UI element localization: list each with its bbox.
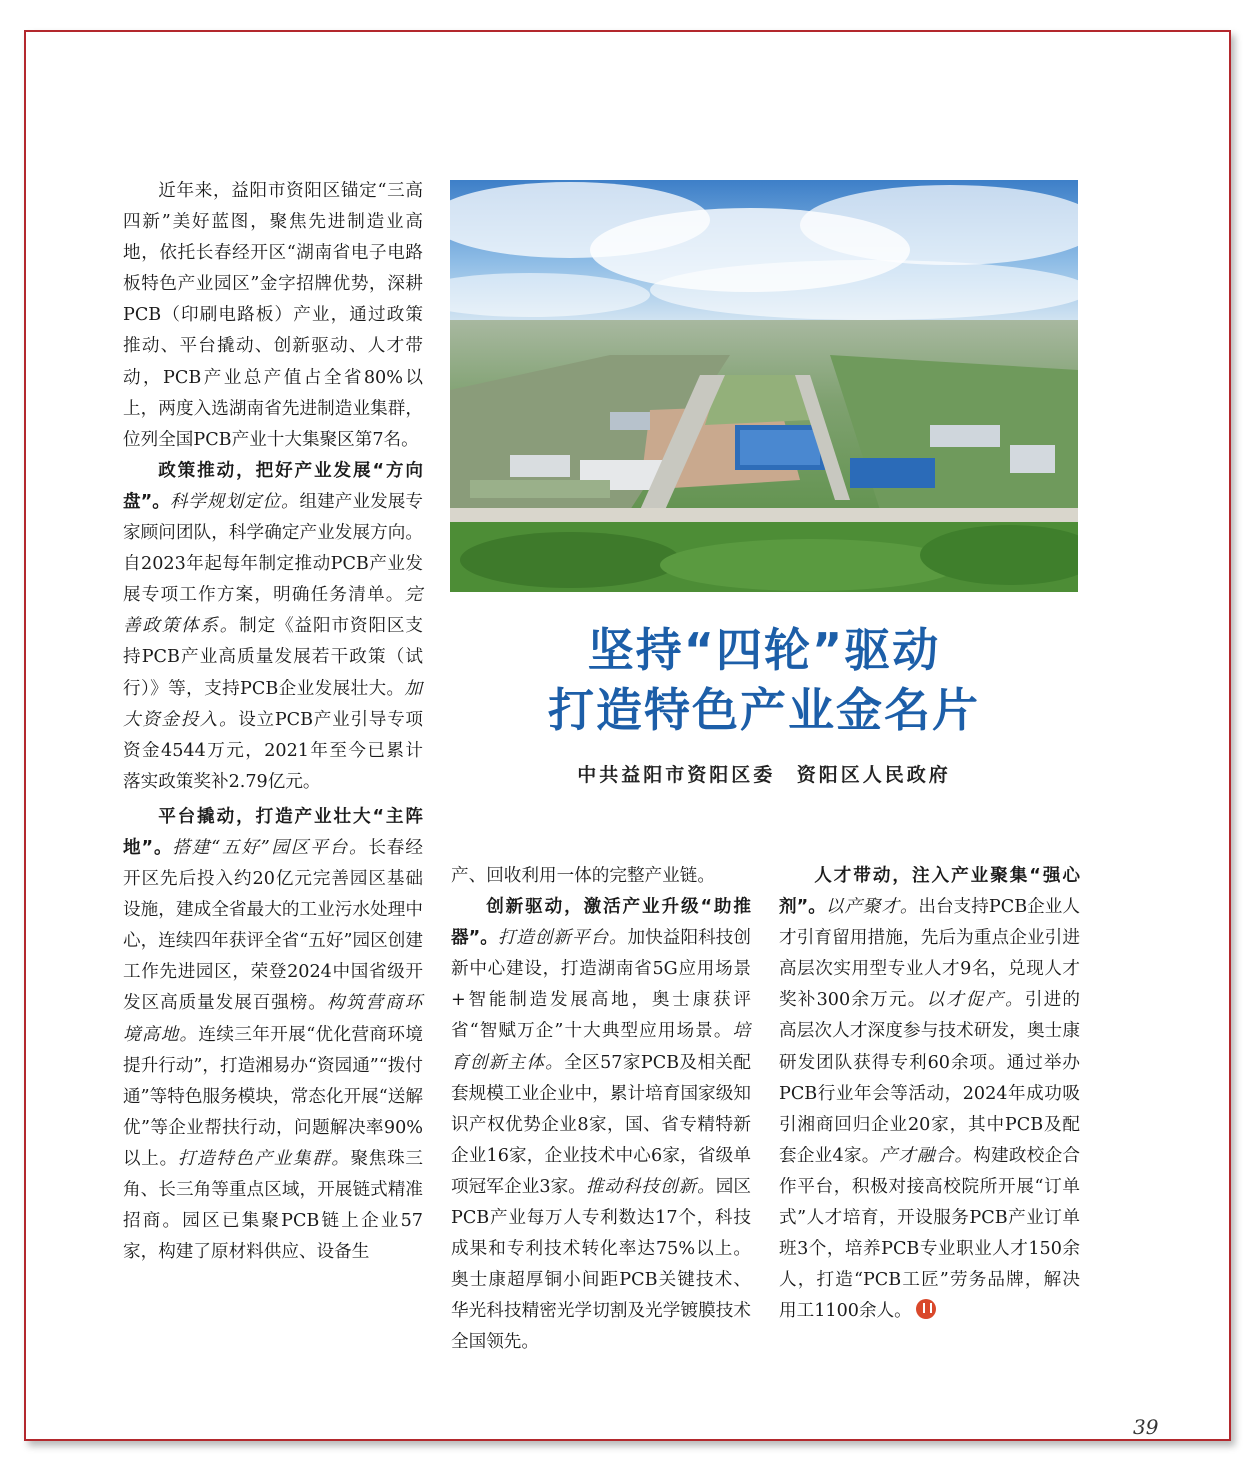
continued-text: 产、回收利用一体的完整产业链。 [451,866,715,886]
innovation-paragraph [451,892,751,1358]
platform-paragraph [123,802,423,1268]
policy-text-1: 组建产业发展专家顾问团队，科学确定产业发展方向。自2023年起每年制定推动PCB产业发展专项工作方案，明确任务清单。 [123,491,423,606]
article-column-1 [123,176,423,1268]
title-line-2: 打造特色产业金名片 [548,683,980,737]
title-line-1: 坚持“四轮”驱动 [587,623,941,677]
policy-heading: 政策推动，把好产业发展“方向盘”。 [123,460,423,512]
policy-subhead-2: 完善政策体系。 [123,585,423,637]
talent-subhead-1: 以产聚才。 [825,897,919,918]
talent-text-3: 构建政校企合作平台，积极对接高校院所开展“订单式”人才培育，开设服务PCB产业订单班3个，培养PCB专业职业人才150余人，打造“PCB工匠”劳务品牌，解决用工1100余人。 [779,1145,1080,1322]
platform-text-2: 连续三年开展“优化营商环境提升行动”，打造湘易办“资园通”“拨付通”等特色服务模块，常态化开展“送解优”等企业帮扶行动，问题解决率90%以上。 [123,1024,423,1169]
byline: 中共益阳市资阳区委 资阳区人民政府 [577,764,951,786]
innovation-text-2: 全区57家PCB及相关配套规模工业企业中，累计培育国家级知识产权优势企业8家，国、省专精特新企业16家，企业技术中心6家，省级单项冠军企业3家。 [451,1052,752,1197]
talent-text-1: 出台支持PCB企业人才引育留用措施，先后为重点企业引进高层次实用型专业人才9名，兑现人才奖补300余万元。 [779,897,1080,1011]
platform-text-3: 聚焦珠三角、长三角等重点区域，开展链式精准招商。园区已集聚PCB链上企业57家，构建了原材料供应、设备生 [123,1148,423,1263]
innovation-subhead-1: 打造创新平台。 [497,928,628,949]
platform-subhead-2: 构筑营商环境高地。 [123,993,423,1045]
article-column-2 [451,861,751,1359]
talent-paragraph [779,861,1080,1327]
policy-subhead-1: 科学规划定位。 [169,491,300,512]
policy-text-2: 制定《益阳市资阳区支持PCB产业高质量发展若干政策（试行）》等，支持PCB企业发展壮大。 [123,616,423,699]
platform-heading: 平台撬动，打造产业壮大“主阵地”。 [123,806,423,858]
innovation-text-3: 园区PCB产业每万人专利数达17个，科技成果和专利技术转化率达75%以上。奥士康超厚铜小间距PCB关键技术、华光科技精密光学切割及光学镀膜技术全国领先。 [451,1176,751,1353]
innovation-subhead-2: 培育创新主体。 [451,1021,751,1073]
policy-text-3: 设立PCB产业引导专项资金4544万元，2021年至今已累计落实政策奖补2.79亿元。 [123,709,423,792]
innovation-heading: 创新驱动，激活产业升级“助推器”。 [451,897,751,949]
innovation-subhead-3: 推动科技创新。 [585,1176,716,1197]
aerial-photo [450,180,1078,592]
policy-paragraph [123,456,423,798]
platform-subhead-1: 搭建“五好”园区平台。 [172,837,369,858]
talent-text-2: 引进的高层次人才深度参与技术研发，奥士康研发团队获得专利60余项。通过举办PCB行业年会等活动，2024年成功吸引湘商回归企业20家，其中PCB及配套企业4家。 [779,990,1080,1166]
page-number: 39 [1133,1415,1159,1439]
platform-text-1: 长春经开区先后投入约20亿元完善园区基础设施，建成全省最大的工业污水处理中心，连续四年获评全省“五好”园区创建工作先进园区，荣登2024中国省级开发区高质量发展百强榜。 [123,837,423,1014]
article-column-3 [779,861,1080,1327]
platform-subhead-3: 打造特色产业集群。 [177,1148,351,1169]
end-mark-icon [916,1299,936,1319]
intro-paragraph: 近年来，益阳市资阳区锚定“三高四新”美好蓝图，聚焦先进制造业高地，依托长春经开区“湖南省电子电路板特色产业园区”金字招牌优势，深耕PCB（印刷电路板）产业，通过政策推动、平台撬动、创新驱动、人才带动，PCB产业总产值占全省80%以上，两度入选湖南省先进制造业集群，位列全国PCB产业十大集聚区第7名。 [123,181,423,450]
policy-subhead-3: 加大资金投入。 [123,678,423,730]
innovation-text-1: 加快益阳科技创新中心建设，打造湖南省5G应用场景+智能制造发展高地，奥士康获评省“智赋万企”十大典型应用场景。 [451,928,751,1042]
talent-subhead-2: 以才促产。 [926,990,1025,1011]
talent-subhead-3: 产才融合。 [879,1145,974,1166]
talent-heading: 人才带动，注入产业聚集“强心剂”。 [779,866,1080,918]
